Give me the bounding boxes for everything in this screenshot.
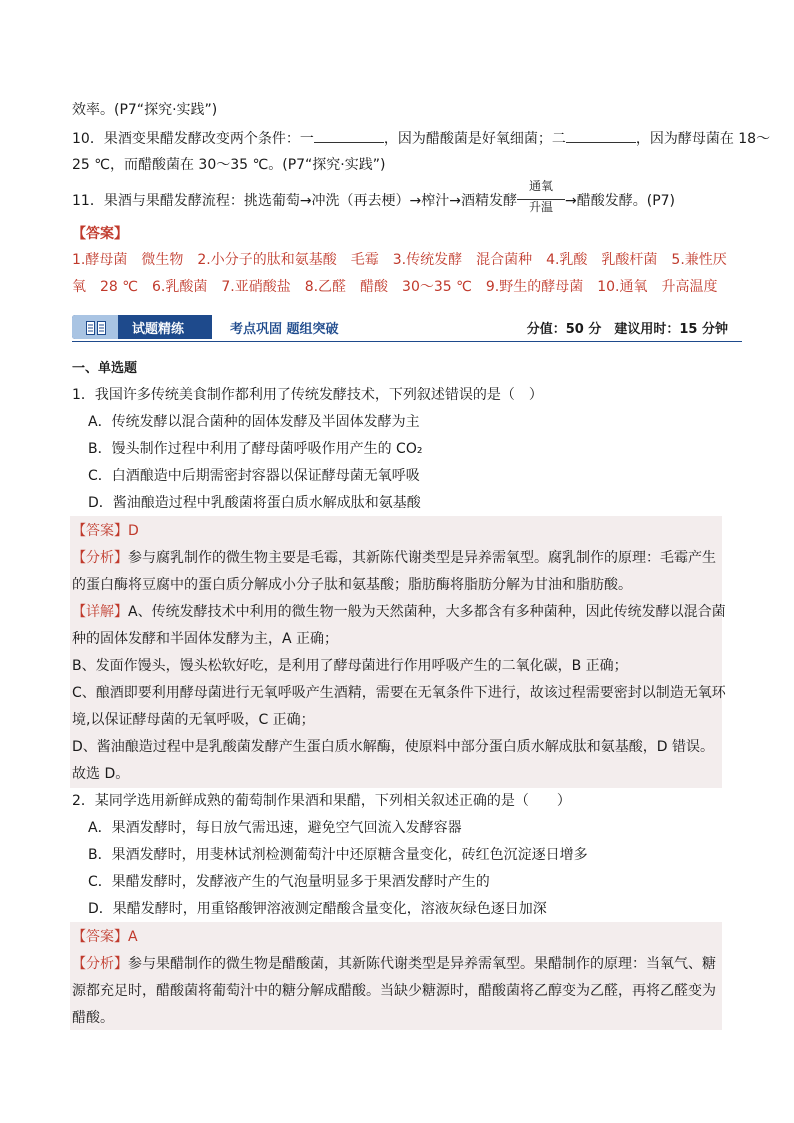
q1-analysis-2: 的蛋白酶将豆腐中的蛋白质分解成小分子肽和氨基酸；脂肪酶将脂肪分解为甘油和脂肪酸。	[72, 577, 632, 593]
q1-stem: 1．我国许多传统美食制作都利用了传统发酵技术，下列叙述错误的是（ ）	[72, 387, 543, 403]
question-10-cont: 25 ℃，而醋酸菌在 30～35 ℃。(P7“探究·实践”)	[72, 157, 386, 173]
q2-analysis-2: 源都充足时，醋酸菌将葡萄汁中的糖分解成醋酸。当缺少糖源时，醋酸菌将乙醇变为乙醛，再将乙醛变为	[72, 983, 716, 999]
q10-text-c: ，因为酵母菌在 18～	[635, 131, 771, 147]
answer-label: 【答案】	[72, 226, 128, 242]
q1-option-c: C．白酒酿造中后期需密封容器以保证酵母菌无氧呼吸	[88, 468, 420, 484]
answer-line-2: 氧 28 ℃ 6.乳酸菌 7.亚硝酸盐 8.乙醛 醋酸 30～35 ℃ 9.野生的酵母菌 10.通氧 升高温度	[72, 279, 718, 295]
q11-text-b: →醋酸发酵。(P7)	[565, 193, 676, 209]
q2-option-c: C．果醋发酵时，发酵液产生的气泡量明显多于果酒发酵时产生的	[88, 874, 490, 890]
q1-detail-7: 故选 D。	[72, 766, 130, 782]
banner-score: 分值：50 分 建议用时：15 分钟	[526, 322, 728, 337]
q2-analysis-3: 醋酸。	[72, 1010, 114, 1026]
q2-option-d: D．果醋发酵时，用重铬酸钾溶液测定醋酸含量变化，溶液灰绿色逐日加深	[88, 901, 547, 917]
q2-answer: 【答案】A	[72, 929, 138, 945]
section-title: 一、单选题	[72, 361, 138, 376]
q10-text-a: 10．果酒变果醋发酵改变两个条件：一	[72, 131, 314, 147]
arrow-bottom-label: 升温	[529, 200, 554, 214]
q1-detail-3: B、发面作馒头，馒头松软好吃，是利用了酵母菌进行作用呼吸产生的二氧化碳，B 正确；	[72, 658, 628, 674]
question-10	[72, 126, 770, 152]
reaction-arrow	[517, 179, 565, 214]
q1-option-d: D．酱油酿造过程中乳酸菌将蛋白质水解成肽和氨基酸	[88, 495, 421, 511]
q1-detail-5: 境,以保证酵母菌的无氧呼吸，C 正确；	[72, 712, 315, 728]
q2-option-a: A．果酒发酵时，每日放气需迅速，避免空气回流入发酵容器	[88, 820, 462, 836]
q1-detail-6: D、酱油酿造过程中是乳酸菌发酵产生蛋白质水解酶，使原料中部分蛋白质水解成肽和氨基酸，D 错误。	[72, 739, 715, 755]
intro-line: 效率。(P7“探究·实践”)	[72, 102, 218, 118]
q1-analysis-1: 【分析】参与腐乳制作的微生物主要是毛霉，其新陈代谢类型是异养需氧型。腐乳制作的原理：毛霉产生	[72, 550, 716, 566]
q11-text-a: 11．果酒与果醋发酵流程：挑选葡萄→冲洗（再去梗）→榨汁→酒精发酵	[72, 193, 518, 209]
q1-answer: 【答案】D	[72, 523, 139, 539]
q2-option-b: B．果酒发酵时，用斐林试剂检测葡萄汁中还原糖含量变化，砖红色沉淀逐日增多	[88, 847, 588, 863]
q2-analysis-1: 【分析】参与果醋制作的微生物是醋酸菌，其新陈代谢类型是异养需氧型。果醋制作的原理：当氧气、糖	[72, 956, 716, 972]
book-icon	[86, 321, 106, 335]
q1-detail-2: 种的固体发酵和半固体发酵为主，A 正确；	[72, 631, 339, 647]
banner-subtitle: 考点巩固 题组突破	[230, 322, 339, 337]
q2-stem: 2．某同学选用新鲜成熟的葡萄制作果酒和果醋，下列相关叙述正确的是（ ）	[72, 793, 571, 809]
answer-line-1: 1.酵母菌 微生物 2.小分子的肽和氨基酸 毛霉 3.传统发酵 混合菌种 4.乳酸 乳酸杆菌 5.兼性厌	[72, 252, 727, 268]
question-11	[72, 179, 676, 214]
arrow-top-label: 通氧	[529, 179, 554, 193]
q10-blank-1	[314, 128, 384, 143]
q10-text-b: ，因为醋酸菌是好氧细菌；二	[383, 131, 566, 147]
banner-rule	[72, 341, 742, 342]
q1-option-a: A．传统发酵以混合菌种的固体发酵及半固体发酵为主	[88, 414, 420, 430]
q1-detail-1: 【详解】A、传统发酵技术中利用的微生物一般为天然菌种，大多都含有多种菌种，因此传统发酵以混合菌	[72, 604, 726, 620]
section-banner	[72, 313, 742, 341]
q1-option-b: B．馒头制作过程中利用了酵母菌呼吸作用产生的 CO₂	[88, 441, 423, 457]
q1-detail-4: C、酿酒即要利用酵母菌进行无氧呼吸产生酒精，需要在无氧条件下进行，故该过程需要密封以制造无氧环	[72, 685, 726, 701]
banner-tab-label: 试题精练	[132, 322, 185, 337]
q10-blank-2	[566, 128, 636, 143]
